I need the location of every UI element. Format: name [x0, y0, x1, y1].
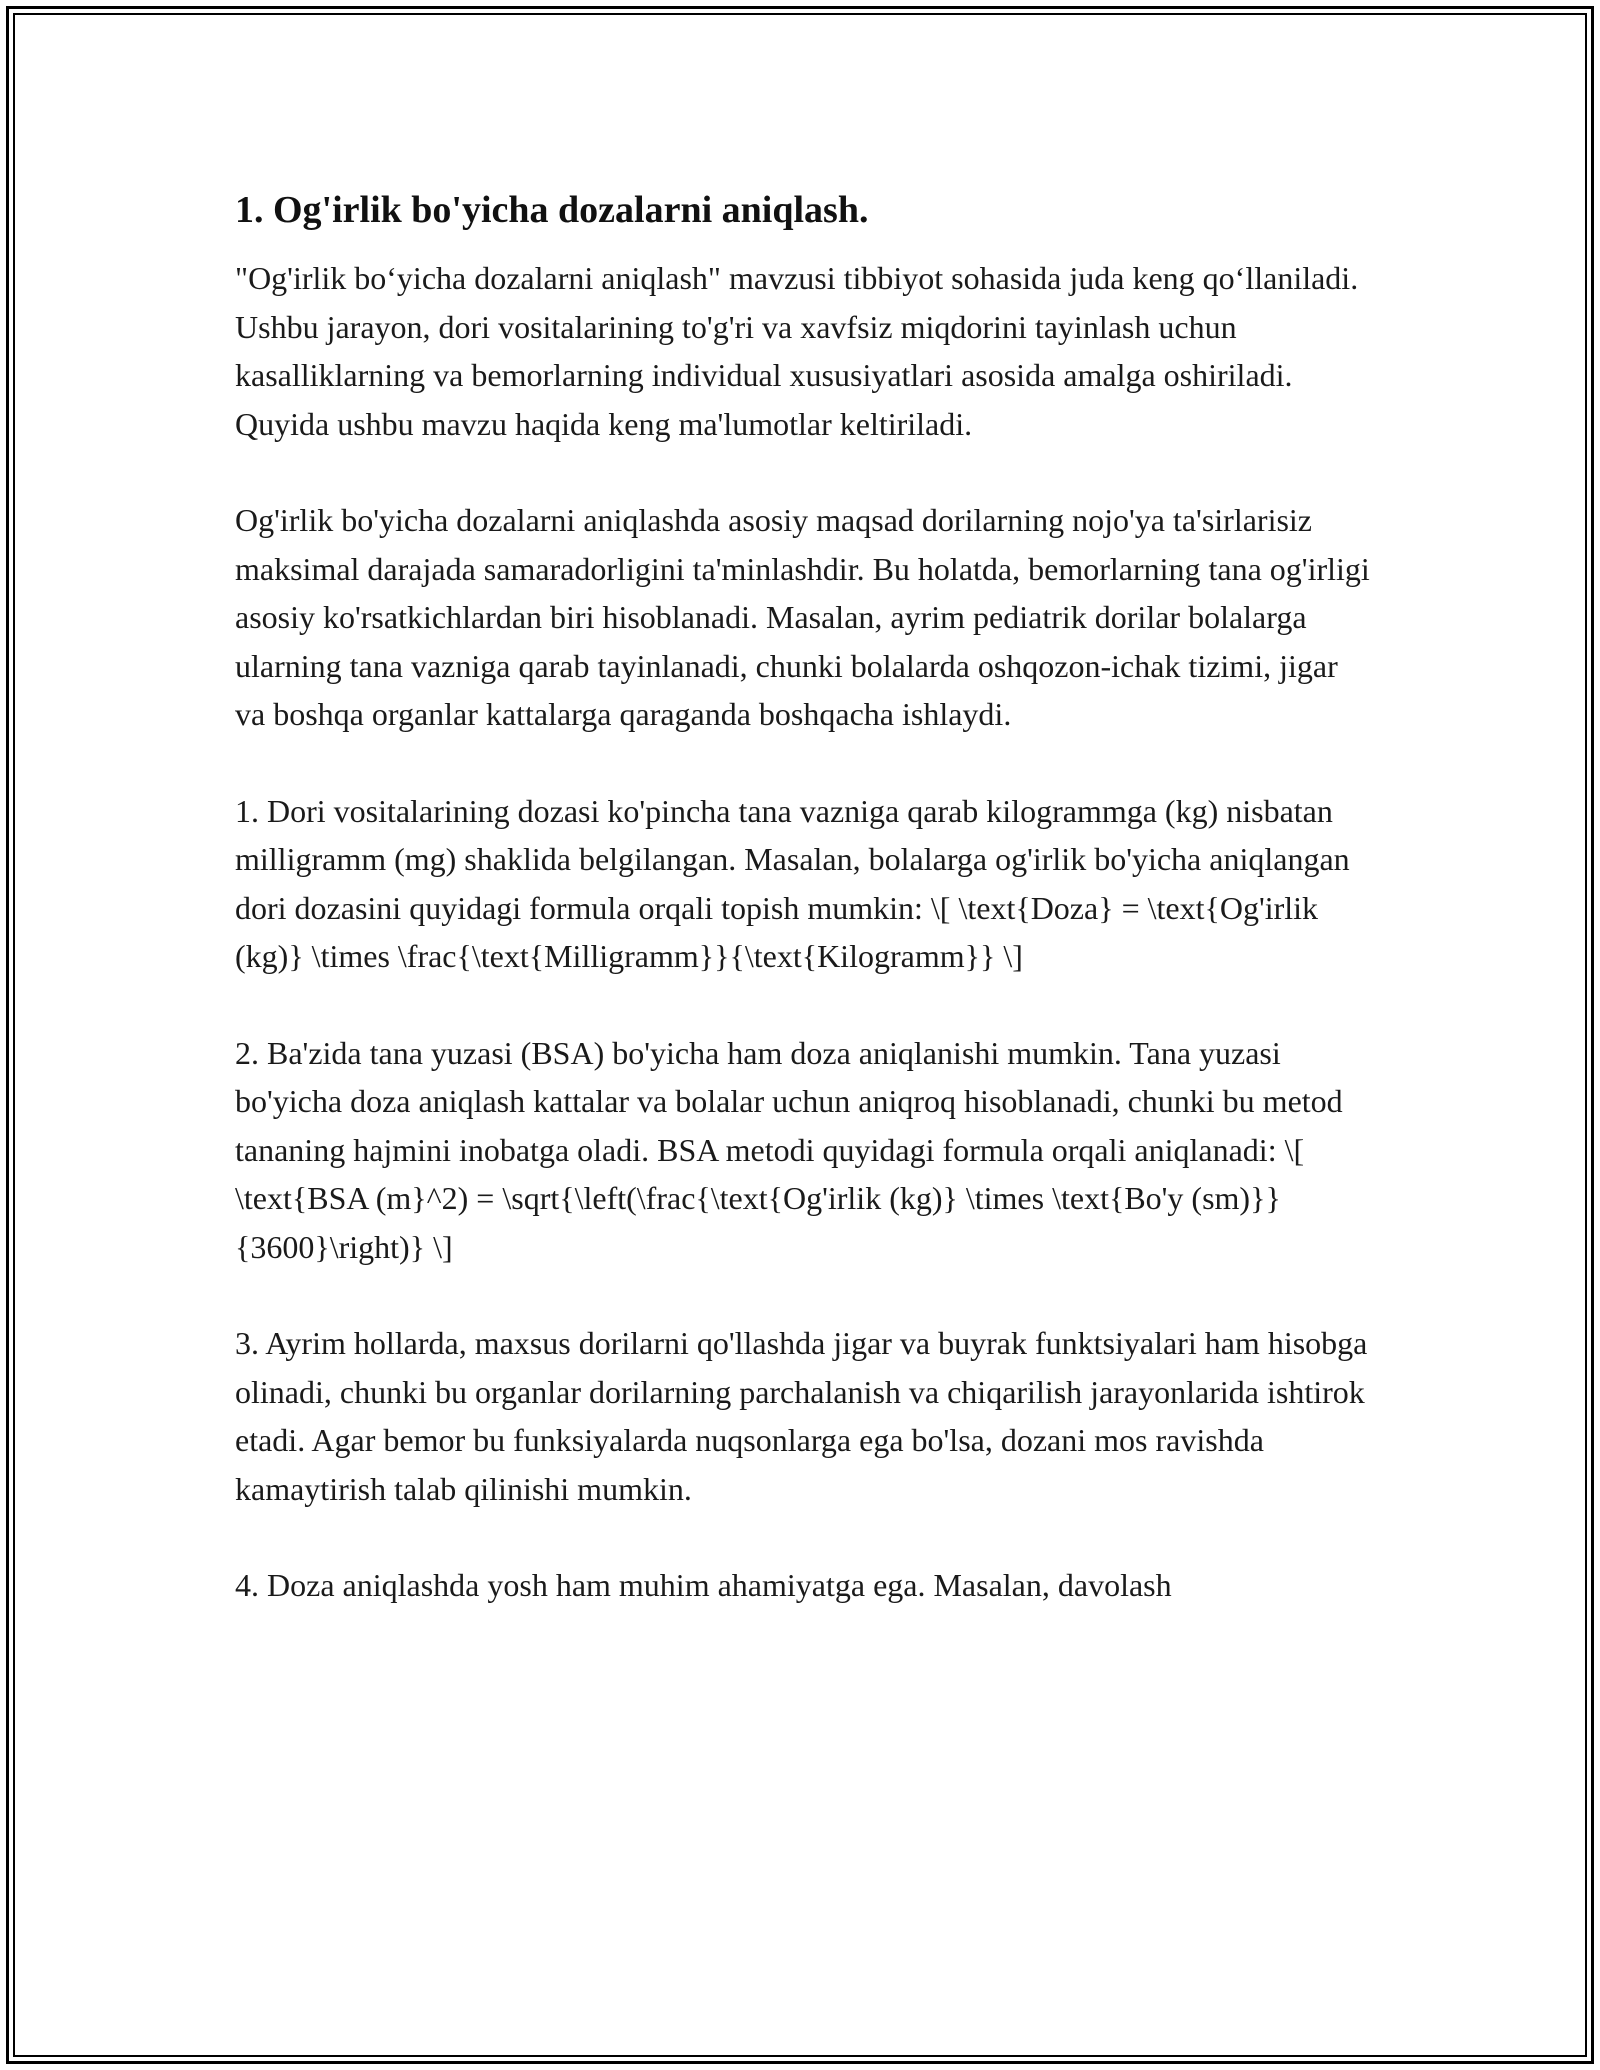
paragraph-point-4: 4. Doza aniqlashda yosh ham muhim ahamiyatga ega. Masalan, davolash [235, 1567, 1172, 1603]
paragraph-purpose: Og'irlik bo'yicha dozalarni aniqlashda asosiy maqsad dorilarning nojo'ya ta'sirlarisiz maksimal darajada samaradorligini ta'minlashdir. Bu holatda, bemorlarning tana og'irligi asosiy ko'rsatkichlardan biri hisoblanadi. Masalan, ayrim pediatrik dorilar bolalarga ularning tana vazniga qarab tayinlanadi, chunki bolalarda oshqozon-ichak tizimi, jigar va boshqa organlar kattalarga qaraganda boshqacha ishlaydi. [235, 502, 1370, 732]
document-body [235, 186, 1375, 1610]
paragraph-point-2: 2. Ba'zida tana yuzasi (BSA) bo'yicha ham doza aniqlanishi mumkin. Tana yuzasi bo'yicha doza aniqlash kattalar va bolalar uchun aniqroq hisoblanadi, chunki bu metod tananing hajmini inobatga oladi. BSA metodi quyidagi formula orqali aniqlanadi: \[ \text{BSA (m}^2) = \sqrt{\left(\frac{\text{Og'irlik (kg)} \times \text{Bo'y (sm)}}{3600}\right)} \] [235, 1034, 1343, 1265]
paragraph-intro: "Og'irlik bo‘yicha dozalarni aniqlash" mavzusi tibbiyot sohasida juda keng qo‘llaniladi. Ushbu jarayon, dori vositalarining to'g'ri va xavfsiz miqdorini tayinlash uchun kasalliklarning va bemorlarning individual xususiyatlari asosida amalga oshiriladi. Quyida ushbu mavzu haqida keng ma'lumotlar keltiriladi. [235, 260, 1359, 442]
paragraph-point-3: 3. Ayrim hollarda, maxsus dorilarni qo'llashda jigar va buyrak funktsiyalari ham hisobga olinadi, chunki bu organlar dorilarning parchalanish va chiqarilish jarayonlarida ishtirok etadi. Agar bemor bu funksiyalarda nuqsonlarga ega bo'lsa, dozani mos ravishda kamaytirish talab qilinishi mumkin. [235, 1325, 1368, 1507]
paragraph-point-1: 1. Dori vositalarining dozasi ko'pincha tana vazniga qarab kilogrammga (kg) nisbatan milligramm (mg) shaklida belgilangan. Masalan, bolalarga og'irlik bo'yicha aniqlangan dori dozasini quyidagi formula orqali topish mumkin: \[ \text{Doza} = \text{Og'irlik (kg)} \times \frac{\text{Milligramm}}{\text{Kilogramm}} \] [235, 792, 1350, 974]
section-heading: 1. Og'irlik bo'yicha dozalarni aniqlash. [235, 189, 869, 231]
